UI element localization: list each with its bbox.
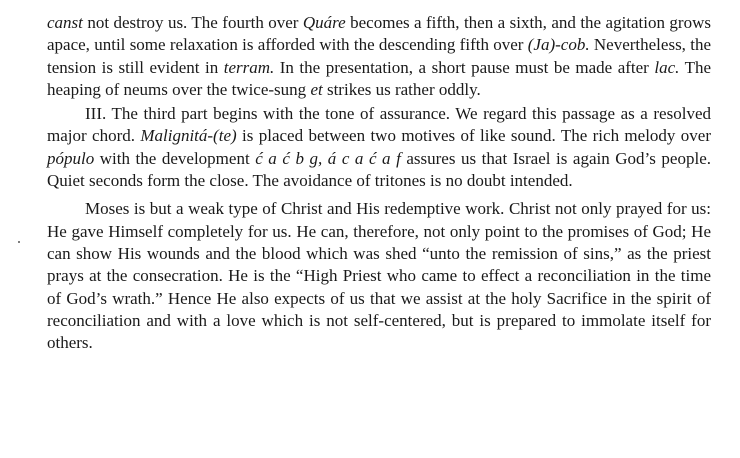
text-run: not destroy us. The fourth over: [82, 13, 303, 32]
italic-term: Quáre: [302, 13, 346, 32]
italic-term: lac.: [654, 57, 680, 77]
text-run: Moses is but a weak type of Christ and His redemptive work. Christ not only prayed for us: He gave Himself completely for us. He can, therefore, not only point to the promises of God; He can show His wounds and the blood which was shed “unto the remission of sins,” as the priest prays at the consecration. He is the “High Priest who came to effect a reconciliation in the time of God’s wrath.” Hence He also expects of us that we assist at the holy Sacrifice in the spirit of reconciliation and with a love which is not self-centered, but is prepared to immolate itself for others.: [47, 199, 711, 353]
paragraph-3: [47, 198, 711, 354]
text-run: In the presentation, a short pause must be made after: [274, 57, 655, 77]
text-run: is placed between two motives of like sound. The rich melody over: [236, 126, 711, 146]
italic-term: pópulo: [47, 148, 95, 168]
margin-speck: [18, 241, 20, 243]
document-page: [47, 12, 711, 356]
text-run: III. The third part begins with the tone of assurance. We regard this passage as a resolved major chord.: [47, 104, 711, 146]
text-run: assures us that Israel is again God’s people. Quiet seconds form the close. The avoidance of tritones is no doubt intended.: [47, 148, 711, 191]
italic-term: et: [310, 79, 323, 99]
text-run: strikes us rather oddly.: [322, 79, 481, 99]
italic-term: canst: [47, 13, 83, 32]
paragraph-1: [47, 12, 711, 101]
text-run: becomes a fifth, then a sixth, and the agitation grows apace, until some relaxation is afforded with the descending fifth over: [47, 13, 711, 55]
italic-term: terram.: [223, 57, 275, 77]
italic-term: (Ja)-cob.: [527, 35, 590, 55]
italic-term: ć a ć b g, á c a ć a f: [255, 148, 401, 168]
text-run: with the development: [94, 148, 256, 168]
paragraph-2: [47, 103, 711, 192]
text-run: The heaping of neums over the twice-sung: [47, 57, 712, 99]
italic-term: Malignitá-(te): [140, 126, 237, 146]
text-run: Nevertheless, the tension is still evident in: [47, 35, 712, 77]
